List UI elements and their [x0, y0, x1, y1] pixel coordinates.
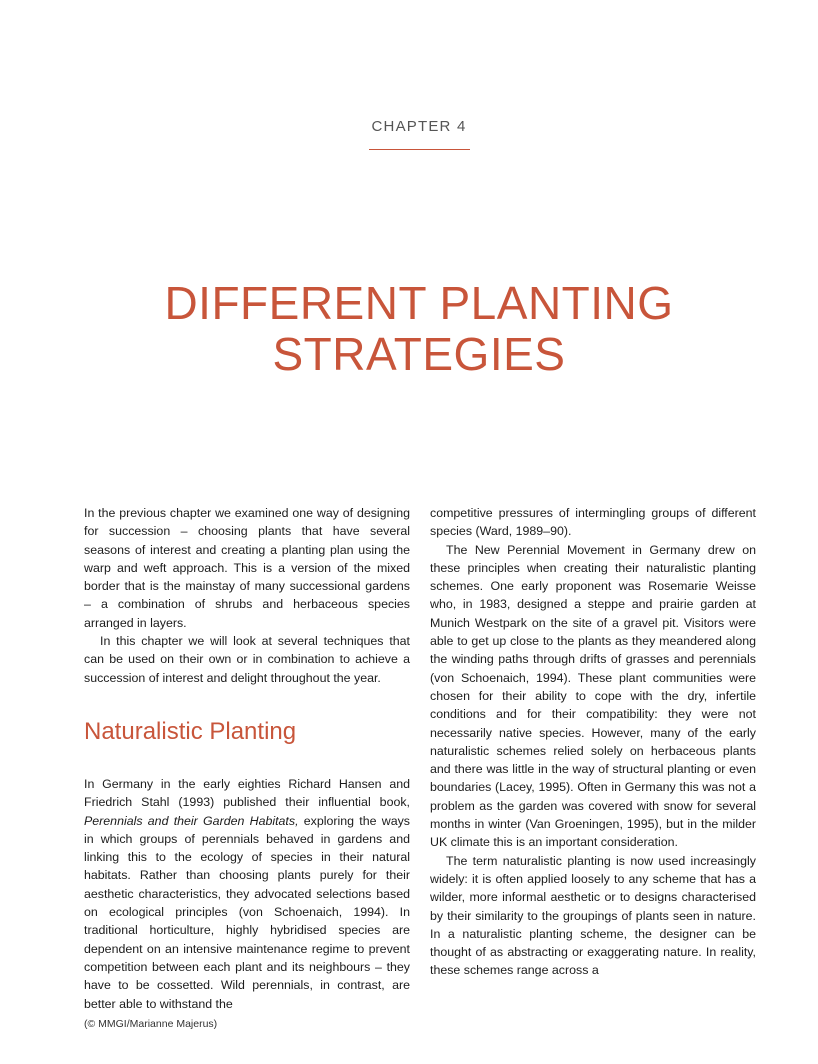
right-paragraph-3: The term naturalistic planting is now used increasingly widely: it is often applied loosely to any scheme that has a wilder, more informal aesthetic or to designs characterised by their similarity to the groupings of plants seen in nature. In a naturalistic planting scheme, the designer can be thought of as abstracting or exaggerating nature. In reality, these schemes range across a — [430, 853, 756, 978]
section-heading: Naturalistic Planting — [84, 717, 297, 745]
left-column — [84, 504, 410, 1013]
chapter-title — [0, 278, 818, 380]
chapter-title-line2: STRATEGIES — [272, 328, 566, 380]
intro-paragraph-1: In the previous chapter we examined one way of designing for succession – choosing plants that have several seasons of interest and creating a planting plan using the warp and weft approach. This is a version of the mixed border that is the mainstay of many successional gardens – a combination of shrubs and herbaceous species arranged in layers. — [84, 506, 410, 630]
right-paragraph-1: competitive pressures of intermingling groups of different species (Ward, 1989–90). — [430, 506, 756, 539]
chapter-divider — [369, 149, 470, 150]
photo-credit: (© MMGI/Marianne Majerus) — [84, 1018, 218, 1030]
section-paragraph-1 — [84, 775, 410, 1013]
intro-paragraph-2: In this chapter we will look at several techniques that can be used on their own or in combination to achieve a succession of interest and delight throughout the year. — [84, 634, 410, 685]
section-paragraph-1-part-a: In Germany in the early eighties Richard Hansen and Friedrich Stahl (1993) published their influential book, — [84, 776, 410, 810]
right-column — [430, 504, 756, 980]
chapter-title-line1: DIFFERENT PLANTING — [164, 277, 674, 329]
right-paragraph-2: The New Perennial Movement in Germany drew on these principles when creating their naturalistic planting schemes. One early proponent was Rosemarie Weisse who, in 1983, designed a steppe and prairie garden at Munich Westpark on the site of a gravel pit. Visitors were able to get up close to the plants as they meandered along the winding paths through drifts of grasses and perennials (von Schoenaich, 1994). These plant communities were chosen for their ability to cope with the dry, infertile conditions and for their compatibility: they were not necessarily native species. However, many of the early naturalistic schemes relied solely on herbaceous plants and there was little in the way of structural planting or even boundaries (Lacey, 1995). Often in Germany this was not a problem as the garden was covered with snow for several months in winter (Van Groeningen, 1995), but in the milder UK climate this is an important consideration. — [430, 542, 756, 850]
section-paragraph-1-part-b: exploring the ways in which groups of perennials behaved in gardens and linking this to the ecology of species in their natural habitats. Rather than choosing plants purely for their aesthetic characteristics, they advocated selections based on ecological principles (von Schoenaich, 1994). In traditional horticulture, highly hybridised species are dependent on an intensive maintenance regime to prevent competition between each plant and its neighbours – they have to be cossetted. Wild perennials, in contrast, are better able to withstand the — [84, 813, 410, 1011]
chapter-label: CHAPTER 4 — [371, 118, 467, 135]
book-title: Perennials and their Garden Habitats, — [84, 813, 299, 828]
